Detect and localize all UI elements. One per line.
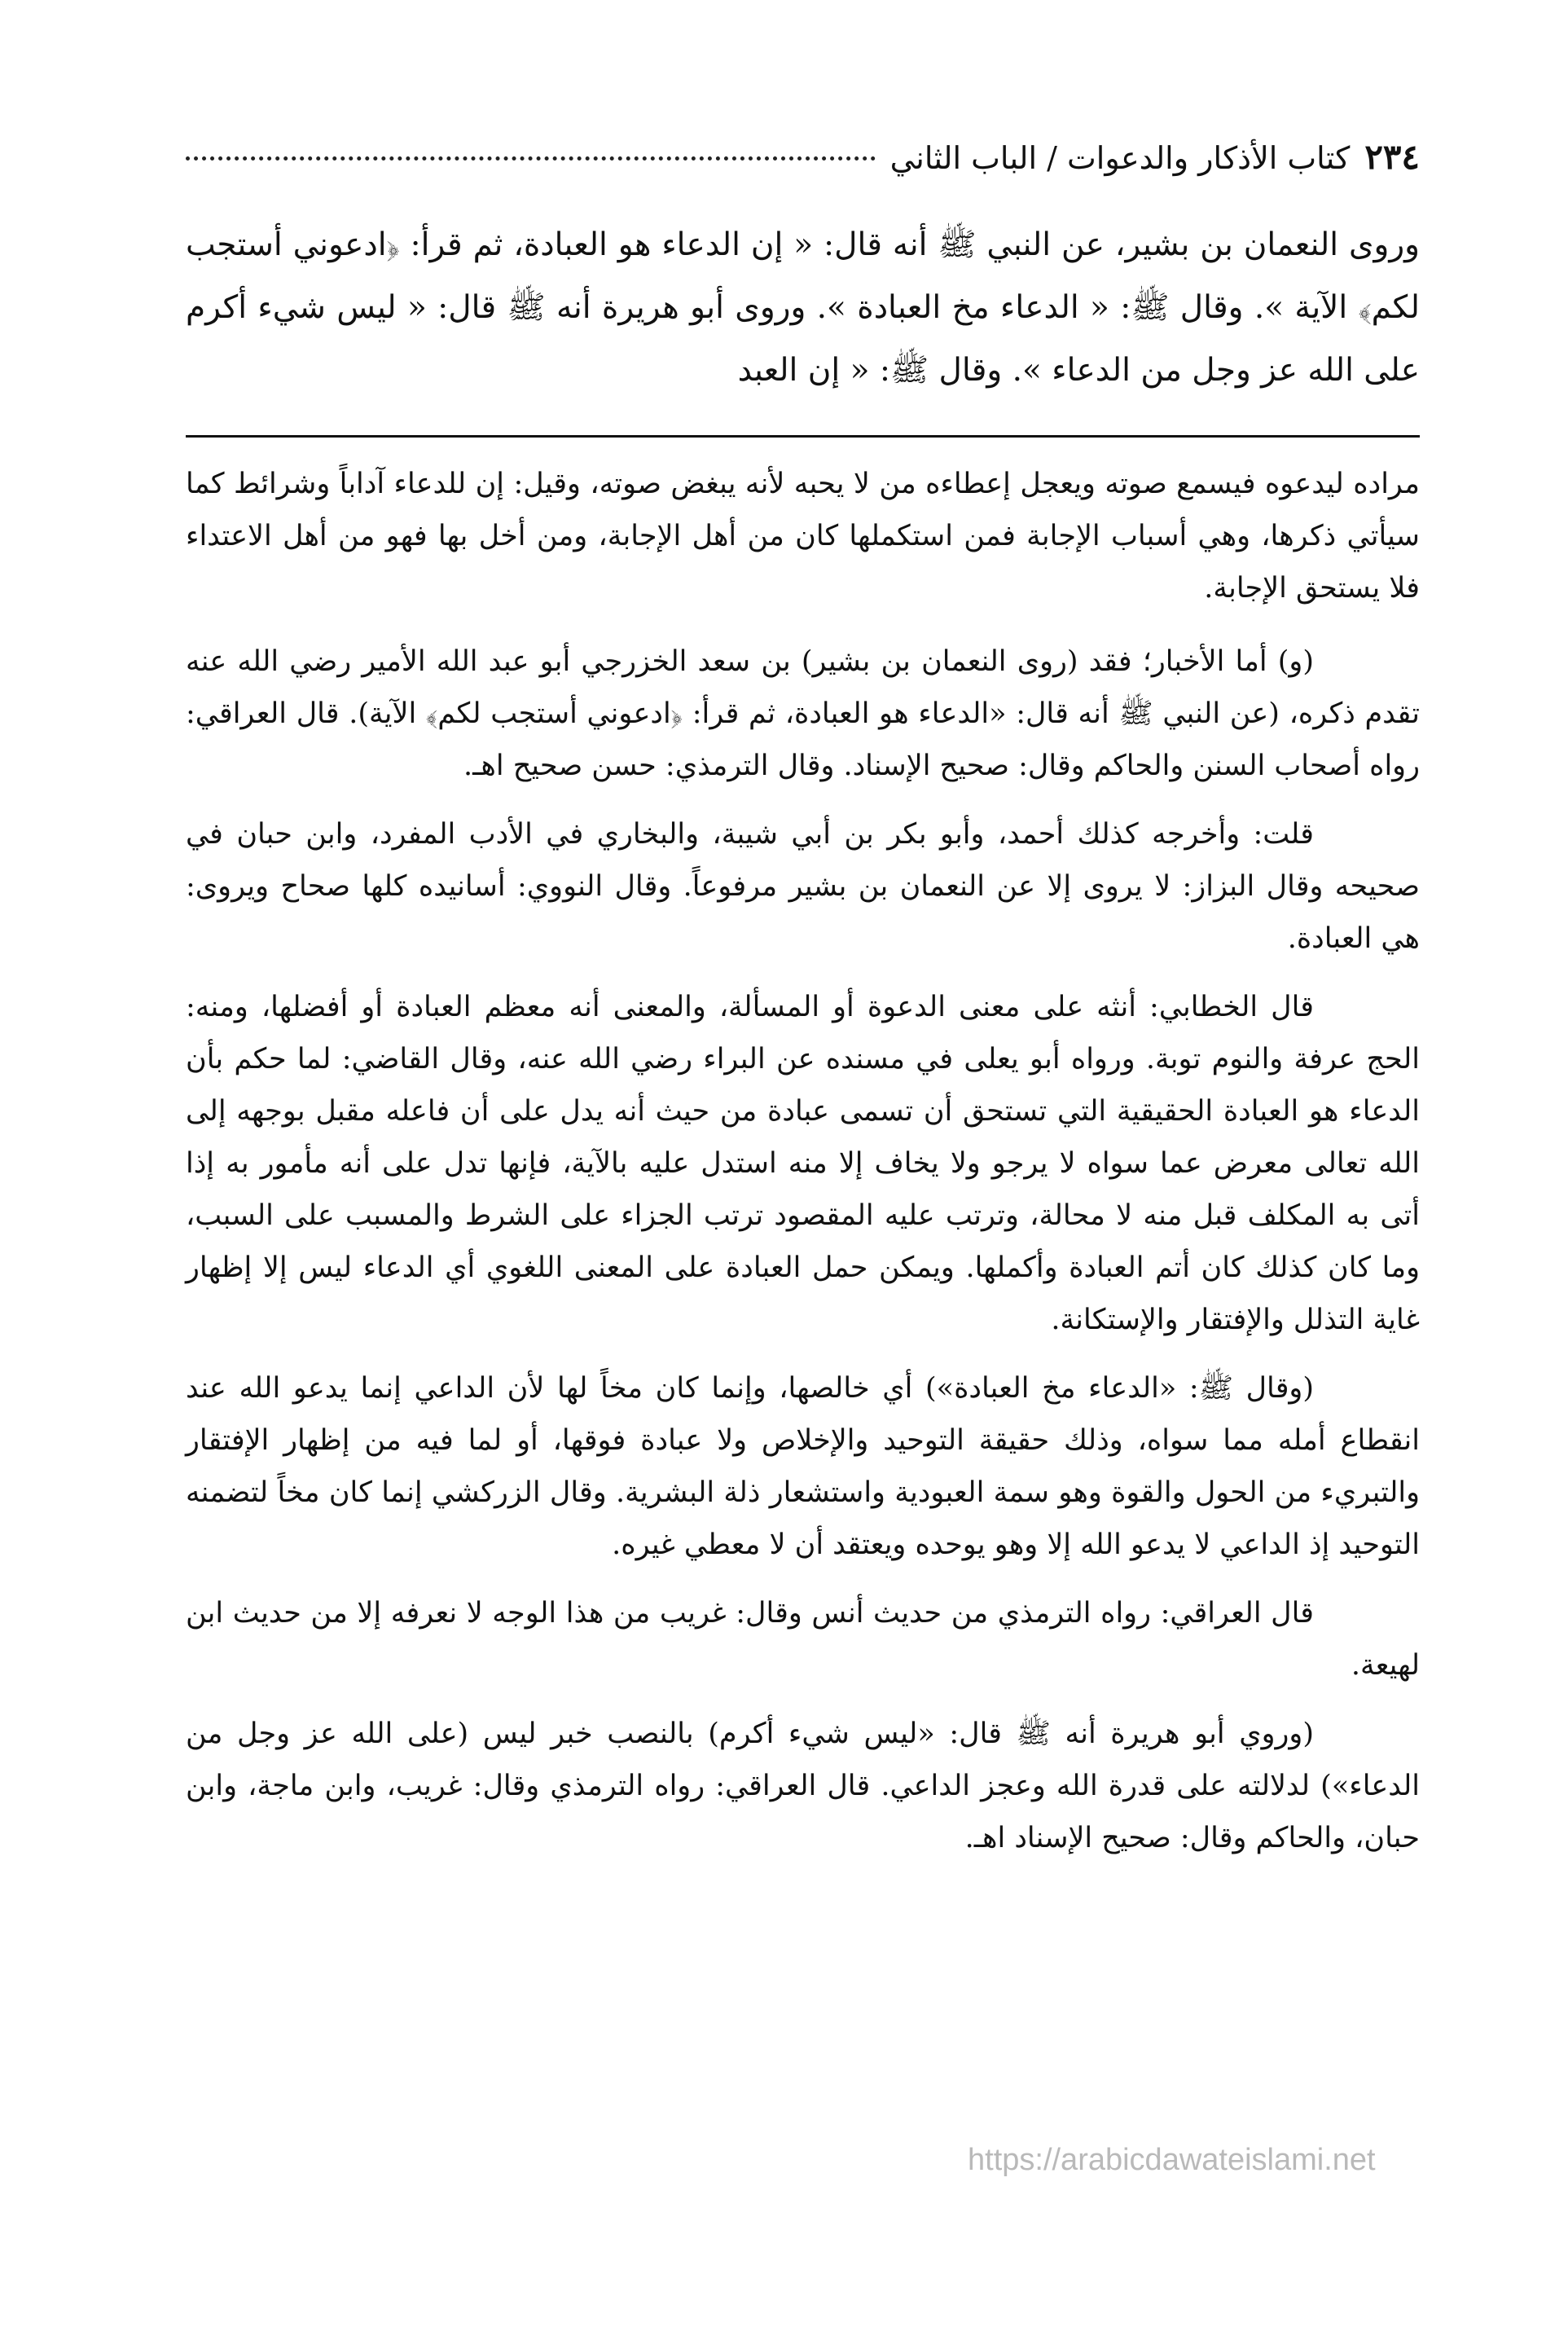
commentary-paragraph: قلت: وأخرجه كذلك أحمد، وأبو بكر بن أبي شيبة، والبخاري في الأدب المفرد، وابن حبان في صحيحه وقال البزاز: لا يروى إلا عن النعمان بن بشير مرفوعاً. وقال النووي: أسانيده كلها صحاح ويروى: هي العبادة. <box>186 818 1420 955</box>
book-page <box>186 0 1420 2349</box>
watermark-url: https://arabicdawateislami.net <box>968 2143 1376 2177</box>
commentary-paragraph: (وقال ﷺ: «الدعاء مخ العبادة») أي خالصها، وإنما كان مخاً لها لأن الداعي إنما يدعو الله عند انقطاع أمله مما سواه، وذلك حقيقة التوحيد والإخلاص ولا عبادة فوقها، أو لما فيه من إظهار الإفتقار والتبريء من الحول والقوة وهو سمة العبودية واستشعار ذلة البشرية. وقال الزركشي إنما كان مخاً لتضمنه التوحيد إذ الداعي لا يدعو الله إلا وهو يوحده ويعتقد أن لا معطي غيره. <box>186 1372 1420 1561</box>
running-title: كتاب الأذكار والدعوات / الباب الثاني <box>889 140 1351 176</box>
page-number: ٢٣٤ <box>1364 137 1420 177</box>
main-text <box>186 213 1420 402</box>
commentary-paragraph: مراده ليدعوه فيسمع صوته ويعجل إعطاءه من لا يحبه لأنه يبغض صوته، وقيل: إن للدعاء آداباً وشرائط كما سيأتي ذكرها، وهي أسباب الإجابة فمن استكملها كان من أهل الإجابة، ومن أخل بها فهو من أهل الاعتداء فلا يستحق الإجابة. <box>186 468 1420 605</box>
footnote-separator-line <box>186 435 1420 438</box>
commentary-paragraph: قال الخطابي: أنثه على معنى الدعوة أو المسألة، والمعنى أنه معظم العبادة أو أفضلها، ومنه: الحج عرفة والنوم توبة. ورواه أبو يعلى في مسنده عن البراء رضي الله عنه، وقال القاضي: لما حكم بأن الدعاء هو العبادة الحقيقية التي تستحق أن تسمى عبادة من حيث أنه يدل على أن فاعله مقبل بوجهه إلى الله تعالى معرض عما سواه لا يرجو ولا يخاف إلا منه استدل عليه بالآية، فإنها تدل على أنه مأمور به إذا أتى به المكلف قبل منه لا محالة، وترتب عليه المقصود ترتب الجزاء على الشرط والمسبب على السبب، وما كان كذلك كان أتم العبادة وأكملها. ويمكن حمل العبادة على المعنى اللغوي أي الدعاء ليس إلا إظهار غاية التذلل والإفتقار والإستكانة. <box>186 991 1420 1336</box>
header-dotted-leader <box>186 156 876 161</box>
commentary-text <box>186 458 1420 1881</box>
main-text-paragraph: وروى النعمان بن بشير، عن النبي ﷺ أنه قال: « إن الدعاء هو العبادة، ثم قرأ: ﴿ادعوني أستجب لكم﴾ الآية ». وقال ﷺ: « الدعاء مخ العبادة ». وروى أبو هريرة أنه ﷺ قال: « ليس شيء أكرم على الله عز وجل من الدعاء ». وقال ﷺ: « إن العبد <box>186 227 1420 389</box>
commentary-paragraph: (وروي أبو هريرة أنه ﷺ قال: «ليس شيء أكرم) بالنصب خبر ليس (على الله عز وجل من الدعاء») لدلالته على قدرة الله وعجز الداعي. قال العراقي: رواه الترمذي وقال: غريب، وابن ماجة، وابن حبان، والحاكم وقال: صحيح الإسناد اهـ. <box>186 1718 1420 1854</box>
commentary-paragraph: قال العراقي: رواه الترمذي من حديث أنس وقال: غريب من هذا الوجه لا نعرفه إلا من حديث ابن لهيعة. <box>186 1597 1420 1682</box>
commentary-paragraph: (و) أما الأخبار؛ فقد (روى النعمان بن بشير) بن سعد الخزرجي أبو عبد الله الأمير رضي الله عنه تقدم ذكره، (عن النبي ﷺ أنه قال: «الدعاء هو العبادة، ثم قرأ: ﴿ادعوني أستجب لكم﴾ الآية). قال العراقي: رواه أصحاب السنن والحاكم وقال: صحيح الإسناد. وقال الترمذي: حسن صحيح اهـ. <box>186 645 1420 782</box>
running-header <box>186 137 1420 186</box>
